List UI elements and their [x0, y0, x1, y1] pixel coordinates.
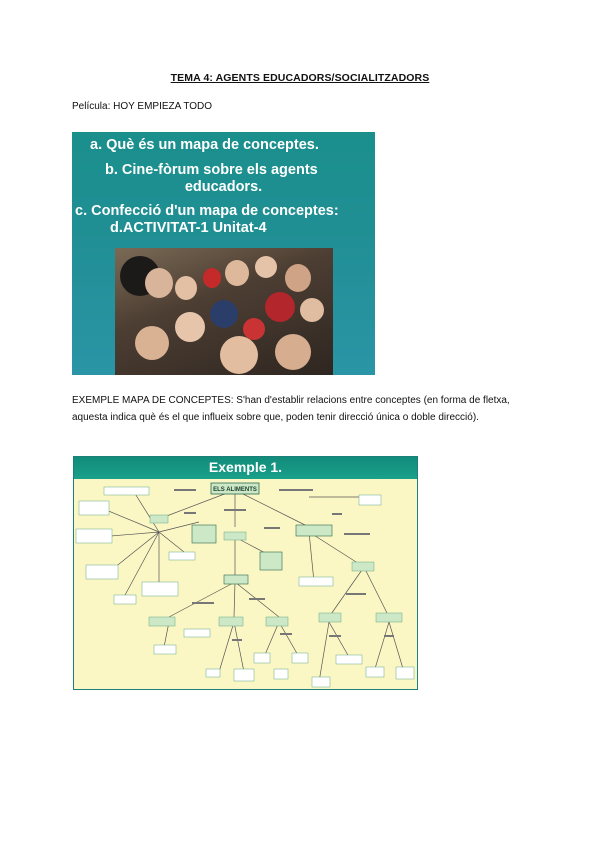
concept-map-root: ELS ALIMENTS	[213, 487, 257, 493]
presentation-slide-image	[72, 132, 375, 375]
slide-line-b: b. Cine-fòrum sobre els agents	[105, 162, 318, 178]
slide-line-d: d.ACTIVITAT-1 Unitat-4	[110, 220, 267, 236]
concept-map-image	[73, 456, 418, 690]
document-title: TEMA 4: AGENTS EDUCADORS/SOCIALITZADORS	[170, 72, 430, 84]
concept-map-diagram	[74, 457, 417, 689]
concept-map-heading: Exemple 1.	[208, 459, 283, 475]
example-paragraph: EXEMPLE MAPA DE CONCEPTES: S'han d'establir relacions entre conceptes (en forma de fletxa, aquesta indica què és el que influeix sobre que, poden tenir direcció única o doble direcció).	[72, 395, 510, 423]
concept-map-nodes	[76, 483, 414, 687]
slide-line-c: c. Confecció d'un mapa de conceptes:	[75, 203, 339, 219]
slide-line-b2: educadors.	[184, 179, 263, 195]
slide-line-a: a. Què és un mapa de conceptes.	[90, 137, 319, 153]
classroom-photo	[115, 248, 333, 375]
movie-line: Película: HOY EMPIEZA TODO	[72, 101, 213, 112]
